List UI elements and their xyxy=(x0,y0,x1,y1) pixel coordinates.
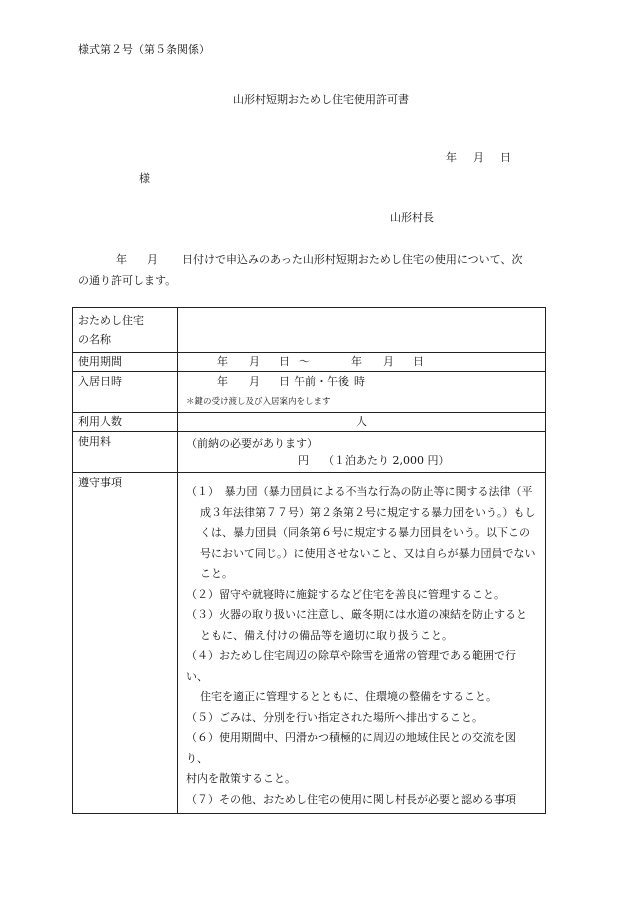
house-name-label xyxy=(73,308,178,353)
people-value[interactable] xyxy=(178,413,546,432)
rule-first-line: （７）その他、おためし住宅の使用に関し村長が必要と認める事項 xyxy=(186,792,516,806)
rule-continuation-line: こと。 xyxy=(200,567,233,580)
row-fee xyxy=(73,432,546,473)
rule-item xyxy=(186,708,537,729)
row-people xyxy=(73,413,546,432)
rule-item xyxy=(186,728,537,790)
people-label: 利用人数 xyxy=(73,413,178,432)
permit-table xyxy=(72,307,546,814)
fee-label: 使用料 xyxy=(73,432,178,473)
checkin-year: 年 xyxy=(217,375,228,388)
period-year1: 年 xyxy=(217,355,228,368)
issue-date-day: 日 xyxy=(500,151,511,164)
rule-first-line: （４）おためし住宅周辺の除草や除雪を通常の管理である範囲で行い、 xyxy=(186,649,516,683)
rule-item xyxy=(186,585,537,606)
rule-item xyxy=(186,790,537,811)
rule-first-line: （６）使用期間中、円滑かつ積極的に周辺の地域住民との交流を図り、 xyxy=(186,731,516,765)
issue-date-year: 年 xyxy=(446,151,457,164)
house-name-label-line2: の名称 xyxy=(78,333,111,346)
rules-value xyxy=(178,473,546,814)
body-text-line1: 日付けで申込みのあった山形村短期おためし住宅の使用について、次 xyxy=(182,253,523,266)
row-usage-period xyxy=(73,353,546,372)
rule-continuation-line: くは、暴力団員（同条第６号に規定する暴力団員をいう。以下この xyxy=(200,526,530,539)
period-tilde: ～ xyxy=(299,355,310,368)
rule-continuation-line: ともに、備え付けの備品等を適切に取り扱うこと。 xyxy=(200,628,453,642)
rules-list xyxy=(184,476,539,810)
rule-item xyxy=(186,646,537,708)
rule-continuation-line: 号において同じ。）に使用させないこと、又は自らが暴力団員でない xyxy=(200,546,536,560)
row-rules xyxy=(73,473,546,814)
row-house-name xyxy=(73,308,546,353)
checkin-ampm: 午前・午後 xyxy=(294,375,349,388)
house-name-value[interactable] xyxy=(178,308,546,353)
house-name-label-line1: おためし住宅 xyxy=(78,314,144,327)
checkin-month: 月 xyxy=(249,375,260,388)
people-unit: 人 xyxy=(356,415,367,428)
document-title: 山形村短期おためし住宅使用許可書 xyxy=(233,93,409,106)
period-month1: 月 xyxy=(249,355,260,368)
usage-period-label: 使用期間 xyxy=(73,353,178,372)
row-checkin xyxy=(73,372,546,413)
period-year2: 年 xyxy=(351,355,362,368)
rule-continuation-line: 村内を散策すること。 xyxy=(186,772,296,785)
rule-item xyxy=(186,482,537,585)
form-number: 様式第２号（第５条関係） xyxy=(78,43,210,56)
checkin-label: 入居日時 xyxy=(73,372,178,413)
rule-item xyxy=(186,605,537,646)
body-text-line2: の通り許可します。 xyxy=(78,274,177,287)
body-paragraph xyxy=(78,249,558,291)
rule-continuation-line: 住宅を適正に管理するとともに、住環境の整備をすること。 xyxy=(200,690,497,703)
addressee-suffix: 様 xyxy=(139,172,150,185)
body-year: 年 xyxy=(116,253,127,266)
fee-prepay: （前納の必要があります） xyxy=(186,437,318,450)
period-day2: 日 xyxy=(413,355,424,368)
checkin-day: 日 xyxy=(279,375,290,388)
body-month: 月 xyxy=(147,253,158,266)
issue-date xyxy=(446,152,511,163)
checkin-note: ＊鍵の受け渡し及び入居案内をします xyxy=(186,397,331,407)
fee-value xyxy=(178,432,546,473)
issuer: 山形村長 xyxy=(390,211,434,224)
period-month2: 月 xyxy=(383,355,394,368)
rule-first-line: （３）火器の取り扱いに注意し、厳冬期には水道の凍結を防止すると xyxy=(186,608,527,621)
issue-date-month: 月 xyxy=(473,151,484,164)
rule-first-line: （２）留守や就寝時に施錠するなど住宅を善良に管理すること。 xyxy=(186,587,505,601)
period-day1: 日 xyxy=(279,355,290,368)
usage-period-value[interactable] xyxy=(178,353,546,372)
rule-first-line: （１） 暴力団（暴力団員による不当な行為の防止等に関する法律（平 xyxy=(186,485,533,498)
rules-label: 遵守事項 xyxy=(73,473,178,814)
checkin-hour: 時 xyxy=(354,375,365,388)
rule-first-line: （５）ごみは、分別を行い指定された場所へ排出すること。 xyxy=(186,710,483,724)
rule-continuation-line: 成３年法律第７７号）第２条第２号に規定する暴力団をいう。）もし xyxy=(200,505,536,519)
fee-yen: 円 xyxy=(298,454,309,467)
checkin-value[interactable] xyxy=(178,372,546,413)
fee-rate: （１泊あたり 2,000 円） xyxy=(323,454,450,467)
